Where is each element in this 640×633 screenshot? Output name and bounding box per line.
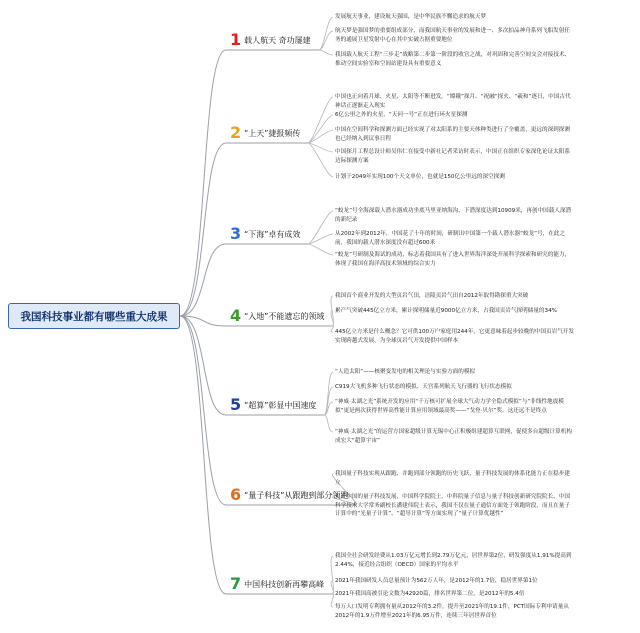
leaf-item[interactable]: 计划于2049年实现100个天文单位，也就是150亿公里远的深空探测 [335, 174, 505, 180]
branch-number: 3 [230, 224, 242, 243]
leaf-item[interactable]: 中国探月工程总设计师吴伟仁在接受中新社记者采访时表示，中国正在组织专家深化论证太阳系边际探测方案 [335, 149, 570, 164]
leaf-item[interactable]: “神威·太湖之光”系统开发的应用“千万核可扩展全球大气动力学全隐式模拟”与“非线性地震模拟”更是两次获得世界高性能计算应用领域最高奖——“戈登·贝尔”奖。这还远不是终点 [335, 399, 564, 414]
branch-6[interactable] [230, 485, 348, 505]
branch-1[interactable] [230, 30, 311, 50]
branch-5[interactable] [230, 395, 316, 415]
branch-title: “下海”卓有成效 [244, 229, 301, 239]
leaf-item[interactable]: 2021年我国高被引论文数为42920篇，排名世界第二位，是2012年的5.4倍 [335, 591, 525, 597]
leaf-item[interactable]: 6亿公里之外的火星，“天问一号”正在进行环火星探测 [335, 112, 468, 118]
leaf-item[interactable]: 累产气突破445亿立方米，累计探明储量近9000亿立方米，占我国页岩气探明储量的34% [335, 308, 557, 314]
leaf-item[interactable]: 2021年我国研发人员总量预计为562万人年，是2012年的1.7倍，稳居世界第1位 [335, 578, 538, 584]
branch-number: 6 [230, 485, 242, 504]
root-node[interactable]: 我国科技事业都有哪些重大成果 [8, 303, 180, 329]
branch-2[interactable] [230, 123, 300, 143]
branch-3[interactable] [230, 224, 300, 244]
branch-title: “上天”捷报频传 [244, 128, 301, 138]
leaf-item[interactable]: 中国在空间科学和探测方面已经实现了对太阳系的主要天体种类进行了全覆盖，更远的深到探测也已经纳入到议事日程 [335, 127, 570, 142]
branch-number: 5 [230, 395, 242, 414]
leaf-item[interactable]: “蛟龙”号全海深载人潜水器成功坐底马里亚纳海沟，下潜深度达到10909米，再创中国载人深潜的新纪录 [335, 208, 572, 223]
leaf-item[interactable]: C919大飞机多种飞行状态的模拟、天宫系列航天飞行器的飞行状态模拟 [335, 384, 512, 390]
leaf-item[interactable]: 我国首个商业开发的大型页岩气田，涪陵页岩气田自2012年取得勘探重大突破 [335, 293, 529, 299]
leaf-item[interactable]: “神威·太湖之光”的运营方国家超级计算无锡中心正积极组建超算互联网，促使多台超级计算机构成宏大“超算宇宙” [335, 429, 572, 444]
branch-4[interactable] [230, 306, 324, 326]
branch-title: 中国科技创新再攀高峰 [244, 579, 325, 589]
branch-7[interactable] [230, 574, 324, 594]
leaf-item[interactable]: “蛟龙”号研制及海试的成功，标志着我国具有了进入世界海洋深处开展科学探索和研究的能力，体现了我国在海洋高技术领域的综合实力 [335, 252, 571, 267]
leaf-item[interactable]: 我国量子科技实现从跟跑、并跑到部分领跑的历史飞跃，量子科技发展的体系化能力正在稳步建立 [335, 471, 570, 486]
leaf-item[interactable]: 我国全社会研发经费从1.03万亿元增长到2.79万亿元，居世界第2位，研发强度从1.91%提高到2.44%，接近经合组织（OECD）国家的平均水平 [335, 553, 572, 568]
branch-number: 1 [230, 30, 242, 49]
leaf-item[interactable]: “人造太阳”——核聚变发电的相关理论与实验方面的模拟 [335, 369, 476, 375]
leaf-item[interactable]: 每万人口发明专利拥有量从2012年的3.2件，提升至2021年的19.1件，PCT国际专利申请量从2012年的1.9万件增至2021年的6.95万件，连续三年居世界首位 [335, 604, 569, 619]
branch-number: 7 [230, 574, 242, 593]
leaf-item[interactable]: 中国也正向着月球、火星、太阳等不断进发。“嫦娥”探月、“祝融”探火、“羲和”逐日，中国古代神话正逐渐走入现实 [335, 94, 571, 109]
branch-title: “量子科技”从跟跑到部分领跑 [244, 490, 349, 500]
branch-title: “超算”彰显中国速度 [244, 400, 317, 410]
leaf-item[interactable]: 从2002年到2012年，中国花了十年的时间，研制出中国第一个载人潜水器“蛟龙”号，在此之前，我国的载人潜水深度没有超过600米 [335, 231, 566, 246]
branch-number: 4 [230, 306, 242, 325]
branch-number: 2 [230, 123, 242, 142]
leaf-item[interactable]: 航天梦是强国梦的重要组成部分，而我国航天事业的发展和进一、多次拍品神舟系列飞船发射任务的通展卫星发射中心在其中实破占据重要地位 [335, 28, 570, 43]
leaf-item[interactable]: 发展航天事业，建设航天强国，是中华民族不懈追求的航天梦 [335, 14, 487, 20]
leaf-item[interactable]: 445亿立方米是什么概念？它可供100万户家庭用244年，它更意味着起步较晚的中国页岩气开发实现跨越式发展，为全球页岩气开发提供中国样本 [335, 329, 575, 344]
leaf-item[interactable]: 我国载人航天工程“三步走”战略第二步第一阶段的收官之战，对巩固和完善空间交会对接技术、推动空间实验室和空间站建设具有重要意义 [335, 52, 571, 67]
branch-title: “入地”不能遗忘的领域 [244, 311, 325, 321]
branch-title: 载人航天 奇功屡建 [244, 35, 311, 45]
leaf-item[interactable]: 对于中国的量子科技发展，中国科学院院士、中科院量子信息与量子科技创新研究院院长、中国科学技术大学常务副校长潘建伟院士表示，我国不仅在量子通信方面处于领跑阶段，而且在量子计算中的“光量子计算”、“超导计算”等方面实现了“量子计算优越性” [335, 494, 570, 518]
